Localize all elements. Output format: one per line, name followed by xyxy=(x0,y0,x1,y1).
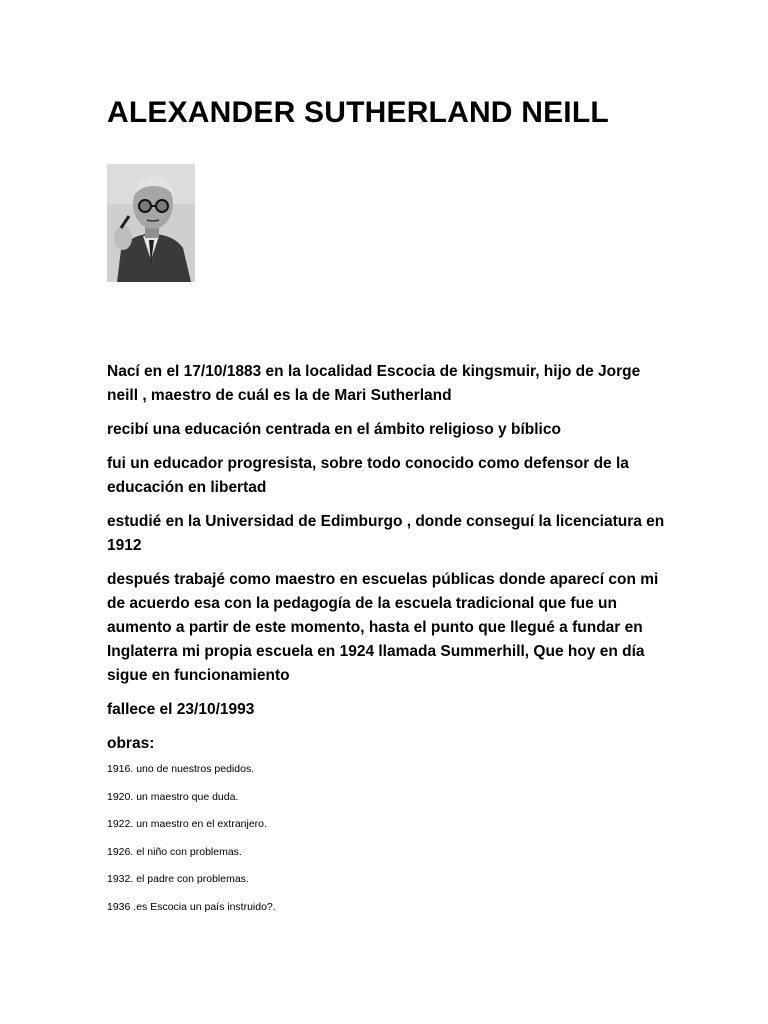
work-item: 1936 .es Escocia un país instruido?. xyxy=(107,900,276,913)
paragraph-educator: fui un educador progresista, sobre todo conocido como defensor de la educación en libertad xyxy=(107,455,629,496)
paragraph-education: recibí una educación centrada en el ámbito religioso y bíblico xyxy=(107,421,561,438)
paragraph-death: fallece el 23/10/1993 xyxy=(107,701,255,718)
paragraph-university: estudié en la Universidad de Edimburgo , donde conseguí la licenciatura en 1912 xyxy=(107,513,665,554)
works-list xyxy=(107,762,672,914)
work-item: 1932. el padre con problemas. xyxy=(107,873,249,885)
work-item: 1926. el niño con problemas. xyxy=(107,845,242,858)
work-item: 1916. uno de nuestros pedidos. xyxy=(107,763,255,775)
works-heading: obras: xyxy=(107,735,155,752)
work-item: 1922. un maestro en el extranjero. xyxy=(107,818,267,830)
work-item: 1920. un maestro que duda. xyxy=(107,790,239,803)
page-title: ALEXANDER SUTHERLAND NEILL xyxy=(107,96,609,129)
paragraph-birth: Nací en el 17/10/1883 en la localidad Escocia de kingsmuir, hijo de Jorge neill , maestro de cuál es la de Mari Sutherland xyxy=(107,363,641,404)
biography-body xyxy=(107,360,672,927)
author-portrait xyxy=(107,164,195,282)
paragraph-career: después trabajé como maestro en escuelas públicas donde aparecí con mi de acuerdo esa con la pedagogía de la escuela tradicional que fue un aumento a partir de este momento, hasta el punto que llegué a fundar en Inglaterra mi propia escuela en 1924 llamada Summerhill, Que hoy en día sigue en funcionamiento xyxy=(107,571,659,684)
